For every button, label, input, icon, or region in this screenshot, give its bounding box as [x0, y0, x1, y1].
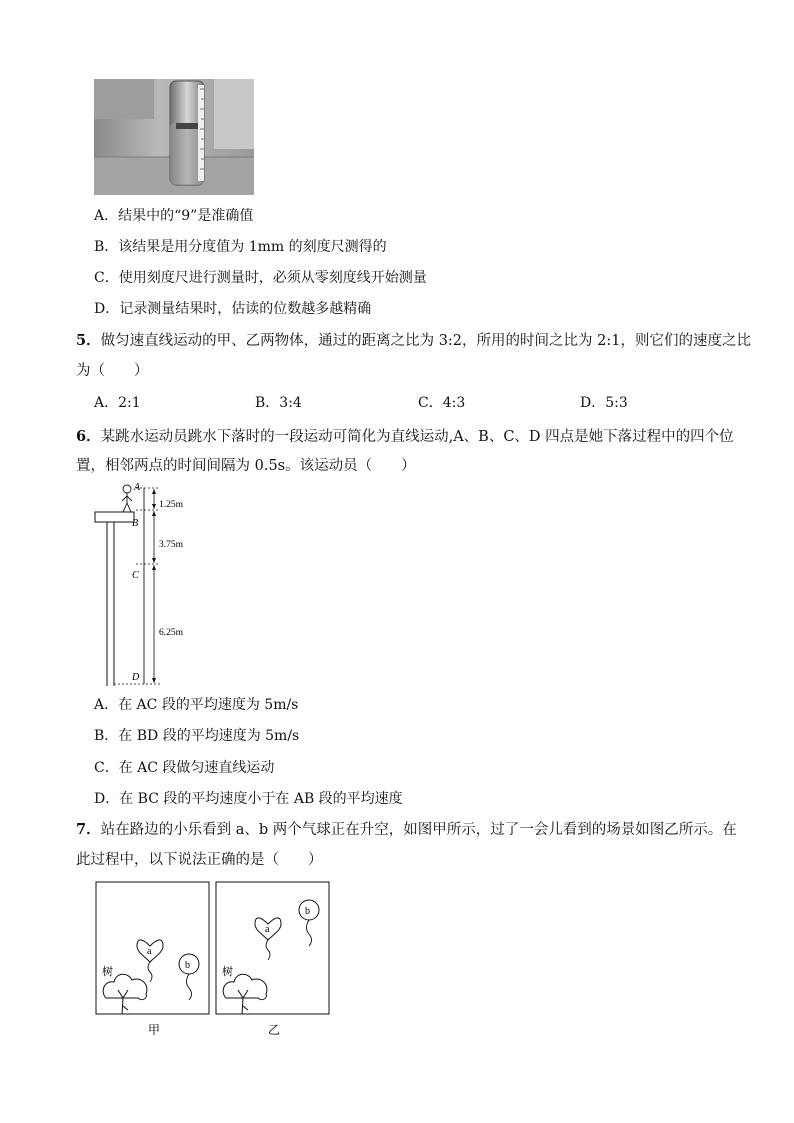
distance-bc-label: 3.75m — [159, 540, 184, 550]
tree-label-yi: 树 — [222, 966, 233, 978]
diving-diagram — [90, 480, 230, 690]
caption-jia: 甲 — [148, 1023, 161, 1037]
question-7-number: 7． — [76, 821, 101, 838]
choice-c-q4: C．使用刻度尺进行测量时，必须从零刻度线开始测量 — [94, 270, 427, 286]
question-7-text: 站在路边的小乐看到 a、b 两个气球正在升空，如图甲所示，过了一会儿看到的场景如图乙所示。在 — [100, 822, 737, 838]
q5-option-a: A．2:1 — [94, 395, 141, 411]
question-7-line1 — [76, 820, 737, 840]
point-a-label: A — [134, 482, 141, 493]
q6-option-d: D．在 BC 段的平均速度小于在 AB 段的平均速度 — [94, 791, 403, 807]
question-6-number: 6． — [76, 428, 101, 445]
q5-option-c: C．4:3 — [418, 395, 466, 411]
question-5-line1 — [76, 331, 751, 351]
tree-label-jia: 树 — [102, 966, 113, 978]
choice-b-q4: B．该结果是用分度值为 1mm 的刻度尺测得的 — [94, 239, 387, 255]
balloon-a-label-yi: a — [265, 924, 270, 935]
diving-figure — [90, 480, 230, 690]
q6-option-a: A．在 AC 段的平均速度为 5m/s — [94, 697, 299, 713]
balloon-figures — [94, 880, 334, 1040]
question-6-line1 — [76, 427, 734, 447]
choice-a-q4: A．结果中的“9”是准确值 — [94, 208, 254, 224]
question-5-number: 5． — [76, 332, 101, 349]
distance-cd-label: 6.25m — [159, 628, 184, 638]
question-7-line2: 此过程中，以下说法正确的是（ ） — [76, 852, 323, 868]
balloon-b-label-jia: b — [185, 960, 190, 971]
balloon-a-label-jia: a — [147, 946, 152, 957]
caption-yi: 乙 — [268, 1023, 281, 1037]
choice-d-q4: D．记录测量结果时，估读的位数越多越精确 — [94, 301, 372, 317]
balloon-diagram — [94, 880, 334, 1040]
q6-option-c: C．在 AC 段做匀速直线运动 — [94, 760, 275, 776]
point-b-label: B — [132, 518, 139, 529]
question-6-line2: 置，相邻两点的时间间隔为 0.5s。该运动员（ ） — [76, 458, 416, 474]
question-6-text: 某跳水运动员跳水下落时的一段运动可简化为直线运动,A、B、C、D 四点是她下落过程中的四个位 — [100, 429, 734, 445]
q6-option-b: B．在 BD 段的平均速度为 5m/s — [94, 728, 300, 744]
distance-ab-label: 1.25m — [159, 500, 184, 510]
balloon-b-label-yi: b — [305, 906, 310, 917]
point-c-label: C — [132, 570, 139, 581]
q5-option-b: B．3:4 — [255, 395, 302, 411]
question-5-text: 做匀速直线运动的甲、乙两物体，通过的距离之比为 3:2，所用的时间之比为 2:1，则它们的速度之比 — [100, 333, 751, 349]
question-5-line2: 为（ ） — [76, 363, 149, 379]
q5-option-d: D．5:3 — [580, 395, 628, 411]
bottle-ruler-photo — [94, 79, 254, 195]
bottle-photo-graphic — [94, 79, 254, 195]
point-d-label: D — [132, 672, 140, 683]
